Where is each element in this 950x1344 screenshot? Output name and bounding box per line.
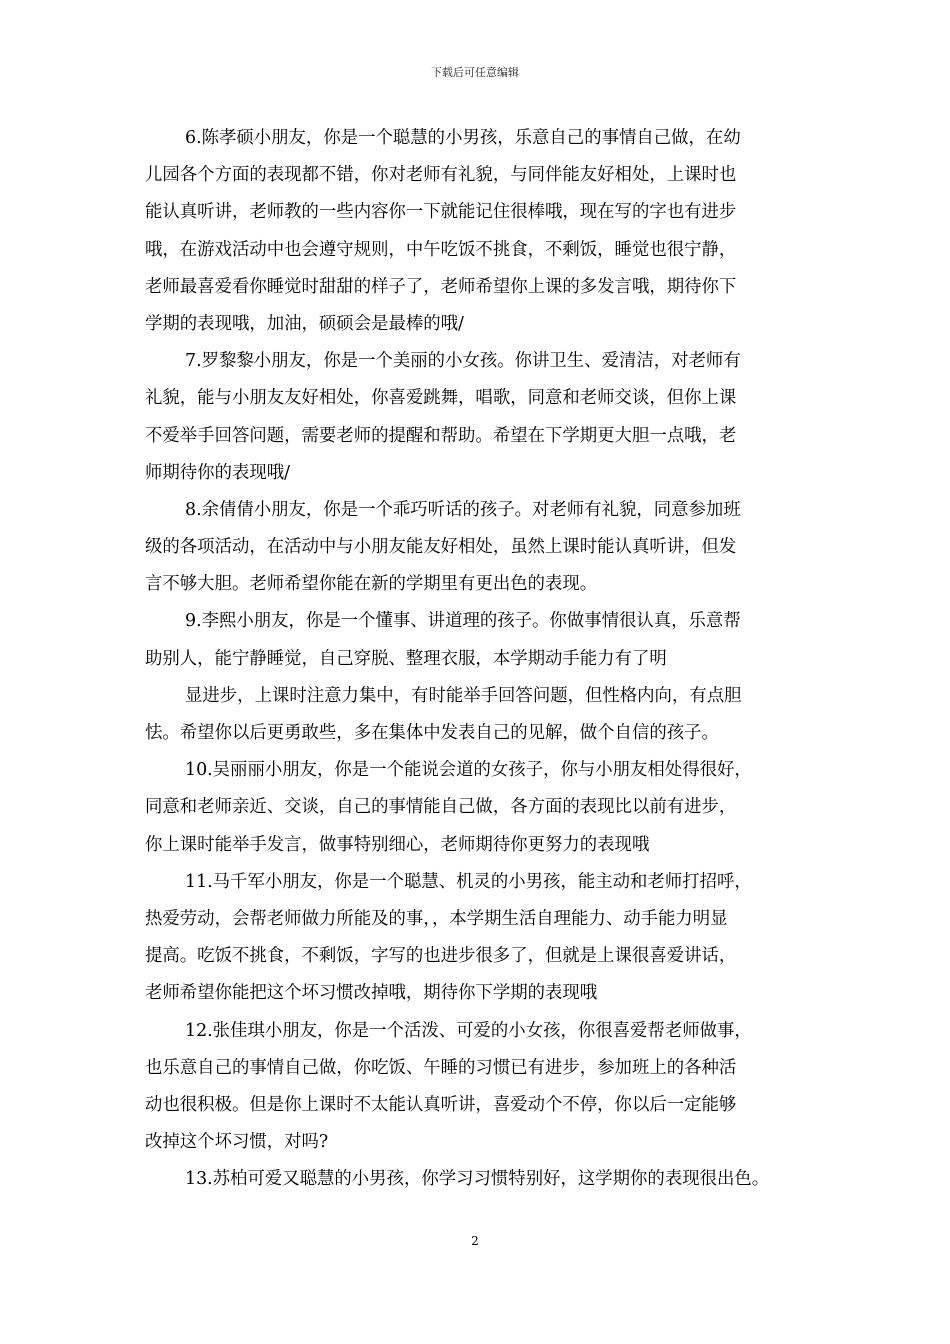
- text-line: 显进步，上课时注意力集中，有时能举手回答问题，但性格内向，有点胆: [185, 685, 742, 706]
- text-line: 怯。希望你以后更勇敢些，多在集体中发表自己的见解，做个自信的孩子。: [145, 723, 719, 743]
- text-line: 热爱劳动，会帮老师做力所能及的事，，本学期生活自理能力、动手能力明显: [145, 908, 728, 929]
- text-line: 级的各项活动，在活动中与小朋友能友好相处，虽然上课时能认真听讲，但发: [145, 537, 737, 558]
- page-number: 2: [471, 1234, 479, 1248]
- text-line: 老师希望你能把这个坏习惯改掉哦，期待你下学期的表现哦: [145, 983, 598, 1004]
- text-line: 12.张佳琪小朋友，你是一个活泼、可爱的小女孩，你很喜爱帮老师做事，: [185, 1020, 752, 1041]
- text-line: 9.李熙小朋友，你是一个懂事、讲道理的孩子。你做事情很认真，乐意帮: [185, 611, 741, 632]
- text-line: 6.陈孝硕小朋友，你是一个聪慧的小男孩，乐意自己的事情自己做，在幼: [185, 128, 741, 148]
- text-line: 言不够大胆。老师希望你能在新的学期里有更出色的表现。: [145, 574, 598, 595]
- text-line: 儿园各个方面的表现都不错，你对老师有礼貌，与同伴能友好相处，上课时也: [145, 165, 737, 186]
- text-line: 8.余倩倩小朋友，你是一个乖巧听话的孩子。对老师有礼貌，同意参加班: [185, 499, 741, 520]
- text-line: 提高。吃饭不挑食，不剩饭，字写的也进步很多了，但就是上课很喜爱讲话，: [145, 946, 737, 967]
- document-body: [145, 120, 821, 1198]
- text-line: 11.马千军小朋友，你是一个聪慧、机灵的小男孩，能主动和老师打招呼，: [185, 871, 752, 892]
- text-line: 7.罗黎黎小朋友，你是一个美丽的小女孩。你讲卫生、爱清洁，对老师有: [185, 351, 741, 372]
- text-line: 同意和老师亲近、交谈，自己的事情能自己做，各方面的表现比以前有进步，: [145, 797, 737, 818]
- text-line: 能认真听讲，老师教的一些内容你一下就能记住很棒哦，现在写的字也有进步: [145, 202, 737, 223]
- text-line: 老师最喜爱看你睡觉时甜甜的样子了，老师希望你上课的多发言哦，期待你下: [145, 276, 737, 297]
- text-line: 师期待你的表现哦/: [145, 462, 290, 483]
- page-header: 下载后可任意编辑: [431, 66, 519, 79]
- text-line: 动也很积极。但是你上课时不太能认真听讲，喜爱动个不停，你以后一定能够: [145, 1094, 737, 1115]
- text-line: 也乐意自己的事情自己做，你吃饭、午睡的习惯已有进步，参加班上的各种活: [145, 1057, 737, 1078]
- text-line: 哦，在游戏活动中也会遵守规则，中午吃饭不挑食，不剩饭，睡觉也很宁静，: [145, 239, 737, 260]
- text-line: 改掉这个坏习惯，对吗?: [145, 1132, 329, 1153]
- text-line: 学期的表现哦，加油，硕硕会是最棒的哦/: [145, 313, 464, 334]
- text-line: 13.苏柏可爱又聪慧的小男孩，你学习习惯特别好，这学期你的表现很出色。: [185, 1169, 770, 1190]
- text-line: 10.吴丽丽小朋友，你是一个能说会道的女孩子，你与小朋友相处得很好，: [185, 760, 752, 781]
- text-line: 不爱举手回答问题，需要老师的提醒和帮助。希望在下学期更大胆一点哦，老: [145, 425, 737, 446]
- text-line: 礼貌，能与小朋友友好相处，你喜爱跳舞，唱歌，同意和老师交谈，但你上课: [145, 388, 737, 409]
- text-line: 你上课时能举手发言，做事特别细心，老师期待你更努力的表现哦: [145, 834, 650, 855]
- text-line: 助别人，能宁静睡觉，自己穿脱、整理衣服，本学期动手能力有了明: [145, 648, 667, 669]
